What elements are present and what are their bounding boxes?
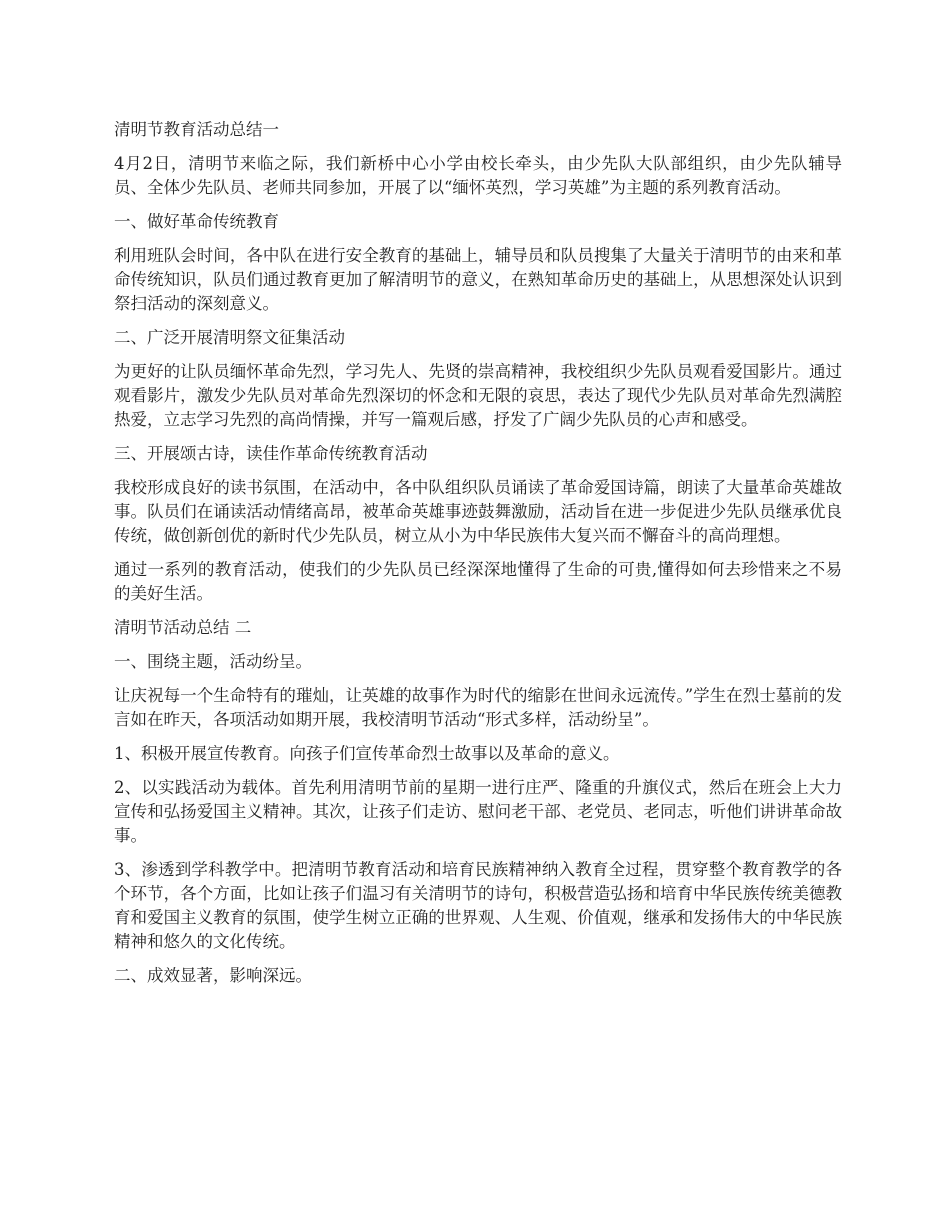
body-paragraph: 通过一系列的教育活动，使我们的少先队员已经深深地懂得了生命的可贵,懂得如何去珍惜来之不易的美好生活。 (114, 560, 842, 603)
subheading-5: 二、成效显著，影响深远。 (114, 966, 312, 985)
body-paragraph: 让庆祝每一个生命特有的璀灿，让英雄的故事作为时代的缩影在世间永远流传。”学生在烈士墓前的发言如在昨天，各项活动如期开展，我校清明节活动“形式多样，活动纷呈”。 (114, 686, 842, 729)
body-paragraph: 为更好的让队员缅怀革命先烈，学习先人、先贤的崇高精神，我校组织少先队员观看爱国影片。通过观看影片，激发少先队员对革命先烈深切的怀念和无限的哀思，表达了现代少先队员对革命先烈满腔热爱，立志学习先烈的高尚情操，并写一篇观后感，抒发了广阔少先队员的心声和感受。 (114, 362, 842, 429)
subheading-1: 一、做好革命传统教育 (114, 212, 279, 231)
list-item: 2、以实践活动为载体。首先利用清明节前的星期一进行庄严、隆重的升旗仪式，然后在班会上大力宣传和弘扬爱国主义精神。其次，让孩子们走访、慰问老干部、老党员、老同志，听他们讲讲革命故事。 (114, 778, 842, 845)
list-item: 1、积极开展宣传教育。向孩子们宣传革命烈士故事以及革命的意义。 (114, 744, 620, 763)
list-item: 3、渗透到学科教学中。把清明节教育活动和培育民族精神纳入教育全过程，贯穿整个教育教学的各个环节，各个方面，比如让孩子们温习有关清明节的诗句，积极营造弘扬和培育中华民族传统美德教育和爱国主义教育的氛围，使学生树立正确的世界观、人生观、价值观，继承和发扬伟大的中华民族精神和悠久的文化传统。 (114, 860, 842, 951)
document-page (114, 118, 842, 998)
subheading-3: 三、开展颂古诗，读佳作革命传统教育活动 (114, 444, 428, 463)
intro-paragraph: 4月2日，清明节来临之际，我们新桥中心小学由校长牵头，由少先队大队部组织，由少先队辅导员、全体少先队员、老师共同参加，开展了以“缅怀英烈，学习英雄”为主题的系列教育活动。 (114, 154, 842, 197)
subheading-4: 一、围绕主题，活动纷呈。 (114, 652, 312, 671)
body-paragraph: 利用班队会时间，各中队在进行安全教育的基础上，辅导员和队员搜集了大量关于清明节的由来和革命传统知识，队员们通过教育更加了解清明节的意义，在熟知革命历史的基础上，从思想深处认识到祭扫活动的深刻意义。 (114, 246, 842, 313)
section-title-2: 清明节活动总结 二 (114, 618, 252, 637)
section-title-1: 清明节教育活动总结一 (114, 120, 279, 139)
body-paragraph: 我校形成良好的读书氛围，在活动中，各中队组织队员诵读了革命爱国诗篇，朗读了大量革命英雄故事。队员们在诵读活动情绪高昂，被革命英雄事迹鼓舞激励，活动旨在进一步促进少先队员继承优良传统，做创新创优的新时代少先队员，树立从小为中华民族伟大复兴而不懈奋斗的高尚理想。 (114, 478, 842, 545)
subheading-2: 二、广泛开展清明祭文征集活动 (114, 328, 345, 347)
